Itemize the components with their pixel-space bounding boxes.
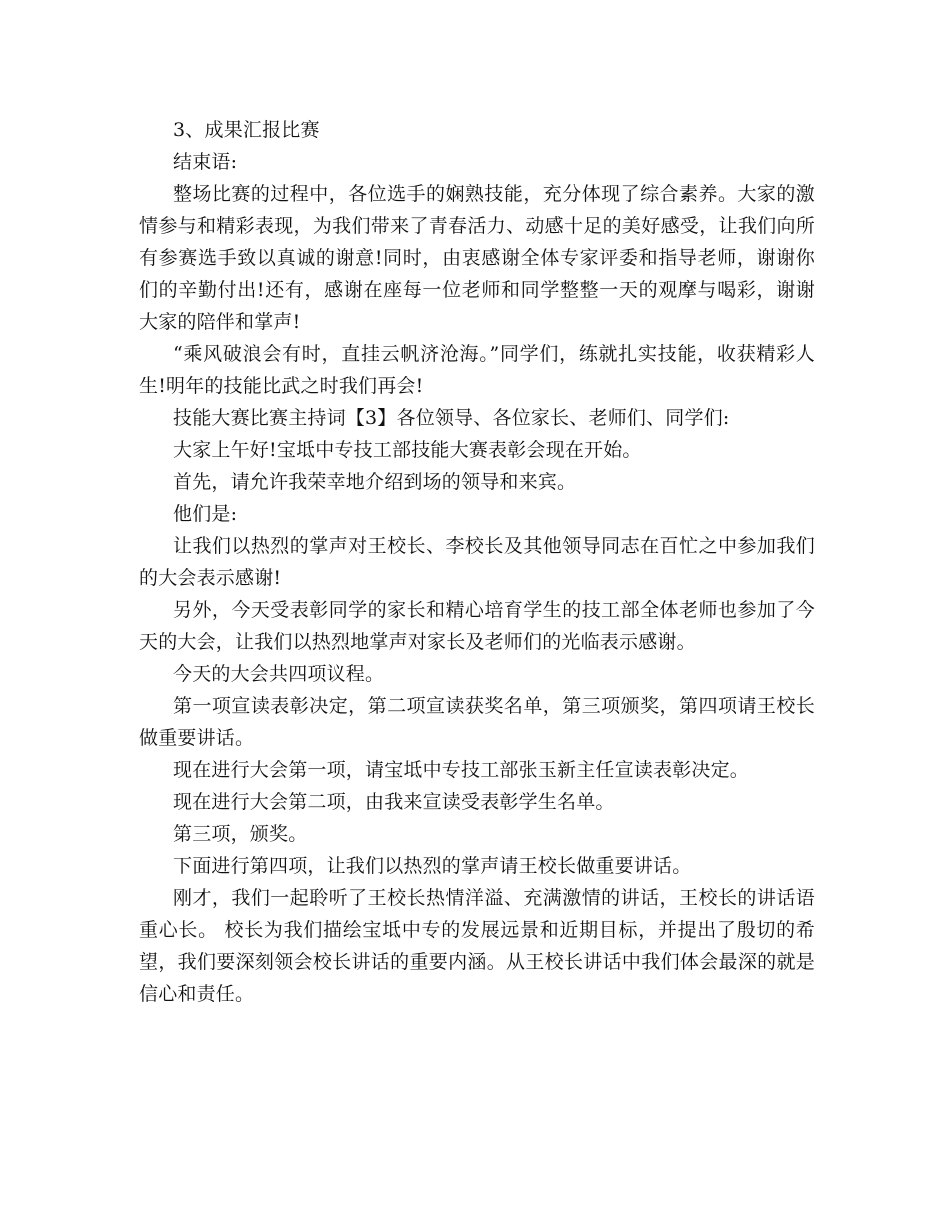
paragraph: 第三项，颁奖。 (173, 823, 308, 845)
paragraph: 现在进行大会第二项，由我来宣读受表彰学生名单。 (173, 791, 615, 813)
paragraph: 整场比赛的过程中，各位选手的娴熟技能，充分体现了综合素养。大家的激情参与和精彩表现，为我们带来了青春活力、动感十足的美好感受，让我们向所有参赛选手致以真诚的谢意!同时，由衷感谢全体专家评委和指导老师，谢谢你们的辛勤付出!还有，感谢在座每一位老师和同学整整一天的观摩与喝彩，谢谢大家的陪伴和掌声! (139, 183, 815, 333)
paragraph: 另外，今天受表彰同学的家长和精心培育学生的技工部全体老师也参加了今天的大会，让我们以热烈地掌声对家长及老师们的光临表示感谢。 (139, 599, 815, 653)
paragraph: “乘风破浪会有时，直挂云帆济沧海。”同学们，练就扎实技能，收获精彩人生!明年的技能比武之时我们再会! (139, 343, 815, 397)
paragraph: 大家上午好!宝坻中专技工部技能大赛表彰会现在开始。 (173, 439, 642, 461)
paragraph: 首先，请允许我荣幸地介绍到场的领导和来宾。 (173, 471, 577, 493)
paragraph: 下面进行第四项，让我们以热烈的掌声请王校长做重要讲话。 (173, 855, 692, 877)
paragraph: 技能大赛比赛主持词【3】各位领导、各位家长、老师们、同学们: (173, 407, 730, 429)
paragraph: 刚才，我们一起聆听了王校长热情洋溢、充满激情的讲话，王校长的讲话语重心长。 校长为我们描绘宝坻中专的发展远景和近期目标，并提出了殷切的希望，我们要深刻领会校长讲话的重要内涵。从王校长讲话中我们体会最深的就是信心和责任。 (139, 887, 815, 1005)
paragraph: 让我们以热烈的掌声对王校长、李校长及其他领导同志在百忙之中参加我们的大会表示感谢! (139, 535, 815, 589)
paragraph: 第一项宣读表彰决定，第二项宣读获奖名单，第三项颁奖，第四项请王校长做重要讲话。 (139, 695, 815, 749)
paragraph: 现在进行大会第一项，请宝坻中专技工部张玉新主任宣读表彰决定。 (173, 759, 750, 781)
paragraph-section-heading: 3、成果汇报比赛 (173, 119, 320, 141)
paragraph: 他们是: (173, 503, 238, 525)
paragraph: 今天的大会共四项议程。 (173, 663, 385, 685)
document-body (139, 114, 815, 1010)
paragraph-closing-title: 结束语: (173, 151, 238, 173)
